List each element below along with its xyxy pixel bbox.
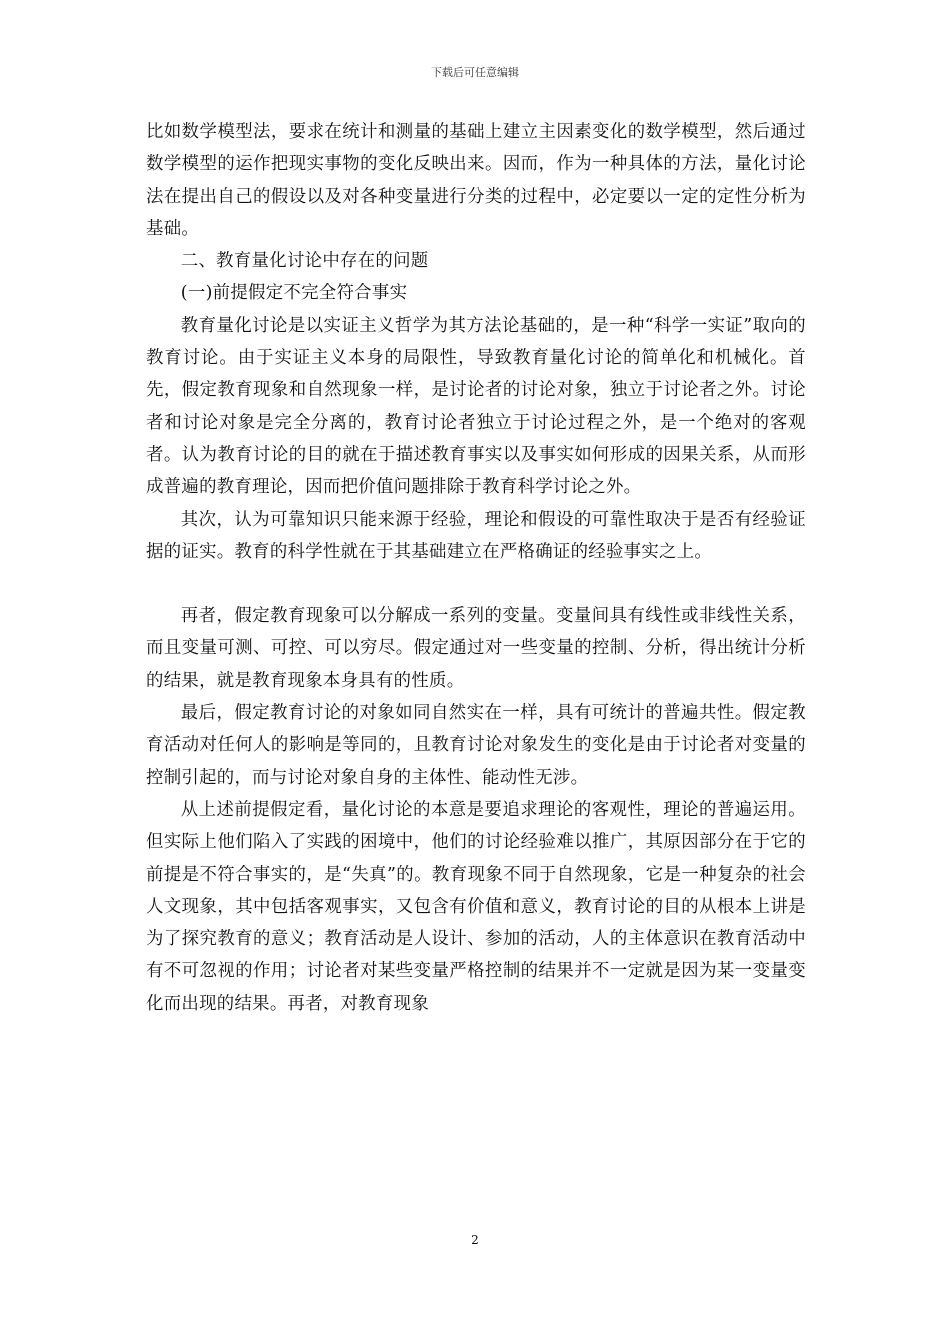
page-number: 2 bbox=[471, 1233, 479, 1247]
paragraph-spacer bbox=[146, 568, 806, 600]
paragraph-analysis: 从上述前提假定看，量化讨论的本意是要追求理论的客观性，理论的普遍运用。但实际上他们陷入了实践的困境中，他们的讨论经验难以推广，其原因部分在于它的前提是不符合事实的，是“失真”的。教育现象不同于自然现象，它是一种复杂的社会人文现象，其中包括客观事实，又包含有价值和意义，教育讨论的目的从根本上讲是为了探究教育的意义；教育活动是人设计、参加的活动，人的主体意识在教育活动中有不可忽视的作用；讨论者对某些变量严格控制的结果并不一定就是因为某一变量变化而出现的结果。再者，对教育现象 bbox=[146, 799, 806, 1014]
document-body bbox=[146, 116, 806, 1020]
subsection-heading: (一)前提假定不完全符合事实 bbox=[180, 283, 408, 304]
section-heading: 二、教育量化讨论中存在的问题 bbox=[180, 251, 429, 272]
paragraph-second-premise: 其次，认为可靠知识只能来源于经验，理论和假设的可靠性取决于是否有经验证据的证实。教育的科学性就在于其基础建立在严格确证的经验事实之上。 bbox=[146, 509, 806, 562]
page-header: 下载后可任意编辑 bbox=[431, 66, 519, 79]
paragraph-premise-intro: 教育量化讨论是以实证主义哲学为其方法论基础的，是一种“科学一实证”取向的教育讨论。由于实证主义本身的局限性，导致教育量化讨论的简单化和机械化。首先，假定教育现象和自然现象一样，是讨论者的讨论对象，独立于讨论者之外。讨论者和讨论对象是完全分离的，教育讨论者独立于讨论过程之外，是一个绝对的客观者。认为教育讨论的目的就在于描述教育事实以及事实如何形成的因果关系，从而形成普遍的教育理论，因而把价值问题排除于教育科学讨论之外。 bbox=[146, 315, 806, 498]
paragraph-fourth-premise: 最后，假定教育讨论的对象如同自然实在一样，具有可统计的普遍共性。假定教育活动对任何人的影响是等同的，且教育讨论对象发生的变化是由于讨论者对变量的控制引起的，而与讨论对象自身的主体性、能动性无涉。 bbox=[146, 703, 806, 788]
paragraph-third-premise: 再者，假定教育现象可以分解成一系列的变量。变量间具有线性或非线性关系，而且变量可测、可控、可以穷尽。假定通过对一些变量的控制、分析，得出统计分析的结果，就是教育现象本身具有的性质。 bbox=[146, 606, 806, 691]
paragraph-continuation: 比如数学模型法，要求在统计和测量的基础上建立主因素变化的数学模型，然后通过数学模型的运作把现实事物的变化反映出来。因而，作为一种具体的方法，量化讨论法在提出自己的假设以及对各种变量进行分类的过程中，必定要以一定的定性分析为基础。 bbox=[146, 122, 806, 239]
